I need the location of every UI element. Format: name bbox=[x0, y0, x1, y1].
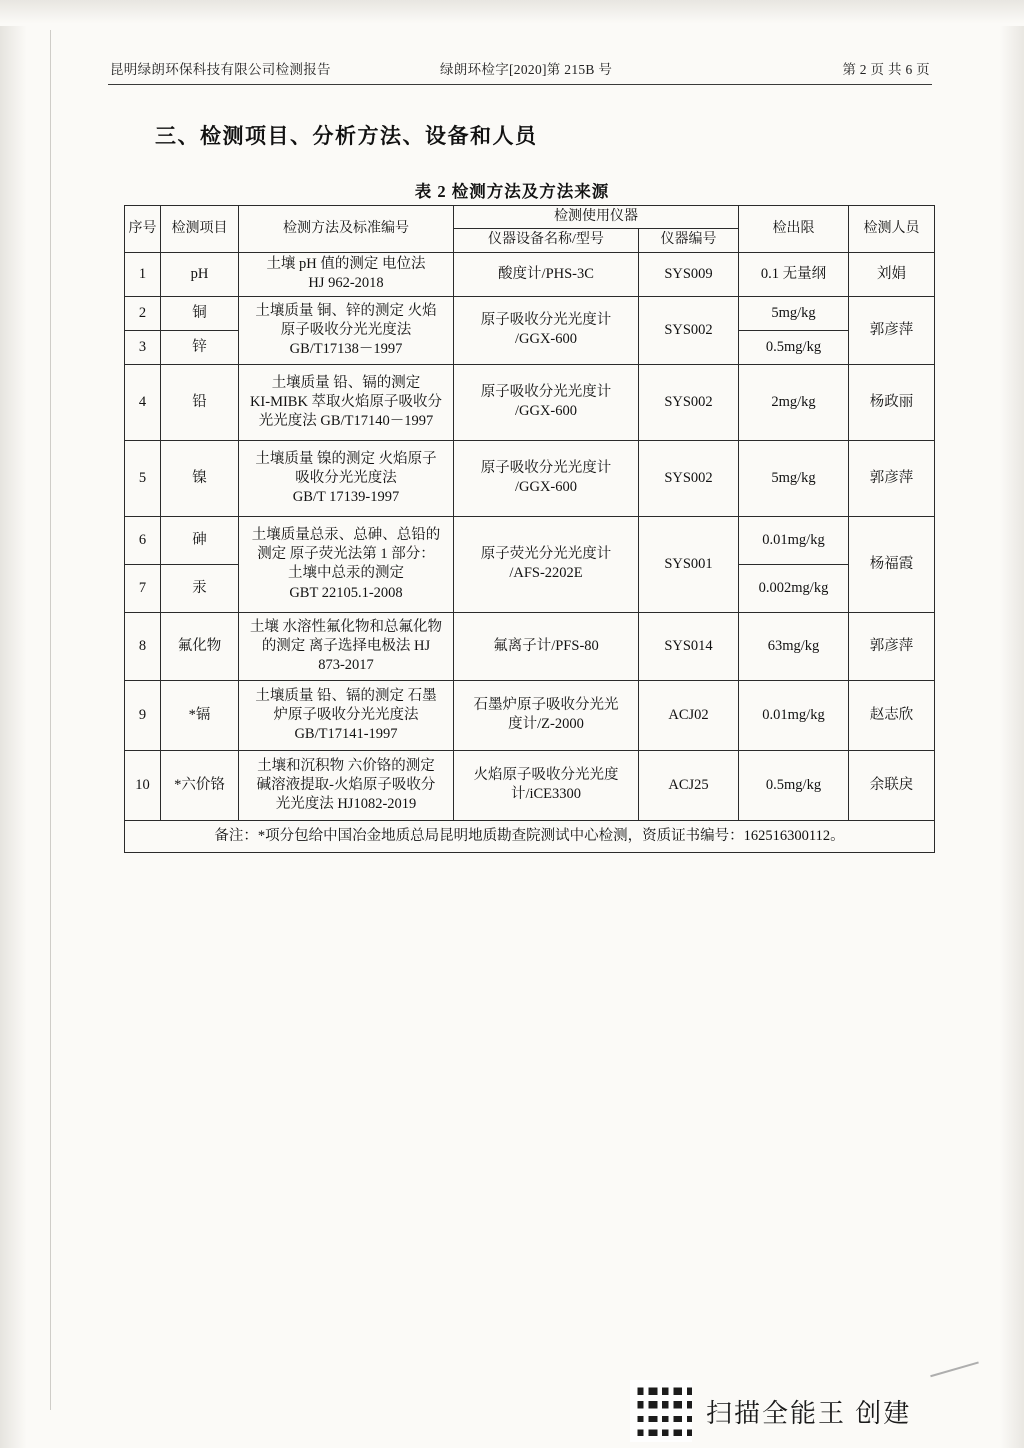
header-detection-limit: 检出限 bbox=[739, 206, 849, 253]
methods-table bbox=[124, 205, 935, 853]
cell-item: 汞 bbox=[161, 564, 239, 612]
cell-no: 7 bbox=[125, 564, 161, 612]
cell-person: 余联戾 bbox=[849, 750, 935, 820]
cell-limit: 63mg/kg bbox=[739, 612, 849, 680]
cell-method: 土壤 水溶性氟化物和总氟化物 的测定 离子选择电极法 HJ 873-2017 bbox=[239, 612, 454, 680]
cell-instrument: 原子荧光分光光度计 /AFS-2202E bbox=[454, 516, 639, 612]
cell-instrument-code: ACJ25 bbox=[639, 750, 739, 820]
cell-instrument: 原子吸收分光光度计 /GGX-600 bbox=[454, 364, 639, 440]
header-item: 检测项目 bbox=[161, 206, 239, 253]
table-row bbox=[125, 612, 935, 680]
table-note-row bbox=[125, 820, 935, 852]
page-margin-line bbox=[50, 30, 51, 1410]
table-body bbox=[125, 252, 935, 852]
cell-item: 锌 bbox=[161, 330, 239, 364]
cell-instrument: 氟离子计/PFS-80 bbox=[454, 612, 639, 680]
cell-person: 杨政丽 bbox=[849, 364, 935, 440]
cell-person: 郭彦萍 bbox=[849, 612, 935, 680]
table-note: 备注：*项分包给中国冶金地质总局昆明地质勘查院测试中心检测，资质证书编号：162516300112。 bbox=[125, 820, 935, 852]
header-report-number: 绿朗环检字[2020]第 215B 号 bbox=[440, 62, 613, 77]
cell-person: 刘娟 bbox=[849, 252, 935, 296]
cell-instrument-code: SYS002 bbox=[639, 440, 739, 516]
cell-no: 4 bbox=[125, 364, 161, 440]
cell-item: 砷 bbox=[161, 516, 239, 564]
cell-person: 赵志欣 bbox=[849, 680, 935, 750]
cell-method: 土壤质量 铜、锌的测定 火焰 原子吸收分光光度法 GB/T17138－1997 bbox=[239, 296, 454, 364]
header-method: 检测方法及标准编号 bbox=[239, 206, 454, 253]
cell-method: 土壤质量 铅、镉的测定 KI-MIBK 萃取火焰原子吸收分 光光度法 GB/T17140－1997 bbox=[239, 364, 454, 440]
cell-limit: 2mg/kg bbox=[739, 364, 849, 440]
cell-item: pH bbox=[161, 252, 239, 296]
table-row bbox=[125, 750, 935, 820]
header-no: 序号 bbox=[125, 206, 161, 253]
cell-no: 8 bbox=[125, 612, 161, 680]
cell-limit: 5mg/kg bbox=[739, 440, 849, 516]
table-header bbox=[125, 206, 935, 253]
cell-limit: 0.1 无量纲 bbox=[739, 252, 849, 296]
cell-no: 9 bbox=[125, 680, 161, 750]
cell-limit: 0.01mg/kg bbox=[739, 680, 849, 750]
cell-item: 铜 bbox=[161, 296, 239, 330]
qr-code-icon bbox=[630, 1380, 692, 1442]
table-row bbox=[125, 364, 935, 440]
cell-no: 5 bbox=[125, 440, 161, 516]
cell-instrument-code: SYS002 bbox=[639, 296, 739, 364]
table-row bbox=[125, 516, 935, 564]
page-corner-mark bbox=[930, 1361, 984, 1394]
header-instrument-group: 检测使用仪器 bbox=[454, 206, 739, 229]
header-person: 检测人员 bbox=[849, 206, 935, 253]
section-title: 三、检测项目、分析方法、设备和人员 bbox=[155, 124, 538, 148]
cell-limit: 0.5mg/kg bbox=[739, 750, 849, 820]
header-company-title: 昆明绿朗环保科技有限公司检测报告 bbox=[110, 62, 331, 77]
cell-instrument: 酸度计/PHS-3C bbox=[454, 252, 639, 296]
cell-instrument: 火焰原子吸收分光光度 计/iCE3300 bbox=[454, 750, 639, 820]
watermark-text: 扫描全能王 创建 bbox=[706, 1397, 912, 1428]
scanner-watermark bbox=[630, 1380, 911, 1442]
table-row bbox=[125, 680, 935, 750]
cell-limit: 0.01mg/kg bbox=[739, 516, 849, 564]
cell-instrument: 原子吸收分光光度计 /GGX-600 bbox=[454, 296, 639, 364]
cell-method: 土壤质量总汞、总砷、总铅的 测定 原子荧光法第 1 部分： 土壤中总汞的测定 GBT 22105.1-2008 bbox=[239, 516, 454, 612]
cell-limit: 0.002mg/kg bbox=[739, 564, 849, 612]
table-row bbox=[125, 252, 935, 296]
header-instrument-code: 仪器编号 bbox=[639, 229, 739, 252]
cell-instrument-code: SYS014 bbox=[639, 612, 739, 680]
cell-item: *六价铬 bbox=[161, 750, 239, 820]
table-header-row-1 bbox=[125, 206, 935, 229]
table-row bbox=[125, 296, 935, 330]
cell-person: 杨福霞 bbox=[849, 516, 935, 612]
cell-item: 镍 bbox=[161, 440, 239, 516]
cell-limit: 5mg/kg bbox=[739, 296, 849, 330]
document-header bbox=[110, 58, 930, 78]
methods-table-wrapper bbox=[124, 205, 934, 853]
cell-no: 1 bbox=[125, 252, 161, 296]
cell-item: 铅 bbox=[161, 364, 239, 440]
cell-no: 3 bbox=[125, 330, 161, 364]
cell-instrument: 原子吸收分光光度计 /GGX-600 bbox=[454, 440, 639, 516]
table-row bbox=[125, 440, 935, 516]
cell-limit: 0.5mg/kg bbox=[739, 330, 849, 364]
scan-edge-right bbox=[994, 0, 1024, 1448]
scan-edge-left bbox=[0, 0, 38, 1448]
scan-edge-top bbox=[0, 0, 1024, 26]
cell-item: 氟化物 bbox=[161, 612, 239, 680]
cell-instrument: 石墨炉原子吸收分光光 度计/Z-2000 bbox=[454, 680, 639, 750]
cell-item: *镉 bbox=[161, 680, 239, 750]
cell-instrument-code: SYS001 bbox=[639, 516, 739, 612]
cell-no: 10 bbox=[125, 750, 161, 820]
header-divider bbox=[108, 84, 932, 85]
cell-method: 土壤质量 铅、镉的测定 石墨 炉原子吸收分光光度法 GB/T17141-1997 bbox=[239, 680, 454, 750]
cell-person: 郭彦萍 bbox=[849, 440, 935, 516]
header-page-number: 第 2 页 共 6 页 bbox=[842, 62, 930, 77]
cell-method: 土壤 pH 值的测定 电位法 HJ 962-2018 bbox=[239, 252, 454, 296]
cell-person: 郭彦萍 bbox=[849, 296, 935, 364]
table-caption: 表 2 检测方法及方法来源 bbox=[414, 182, 610, 201]
cell-instrument-code: SYS009 bbox=[639, 252, 739, 296]
cell-instrument-code: SYS002 bbox=[639, 364, 739, 440]
header-instrument-name: 仪器设备名称/型号 bbox=[454, 229, 639, 252]
cell-no: 6 bbox=[125, 516, 161, 564]
cell-instrument-code: ACJ02 bbox=[639, 680, 739, 750]
cell-no: 2 bbox=[125, 296, 161, 330]
cell-method: 土壤质量 镍的测定 火焰原子 吸收分光光度法 GB/T 17139-1997 bbox=[239, 440, 454, 516]
cell-method: 土壤和沉积物 六价铬的测定 碱溶液提取-火焰原子吸收分 光光度法 HJ1082-2019 bbox=[239, 750, 454, 820]
